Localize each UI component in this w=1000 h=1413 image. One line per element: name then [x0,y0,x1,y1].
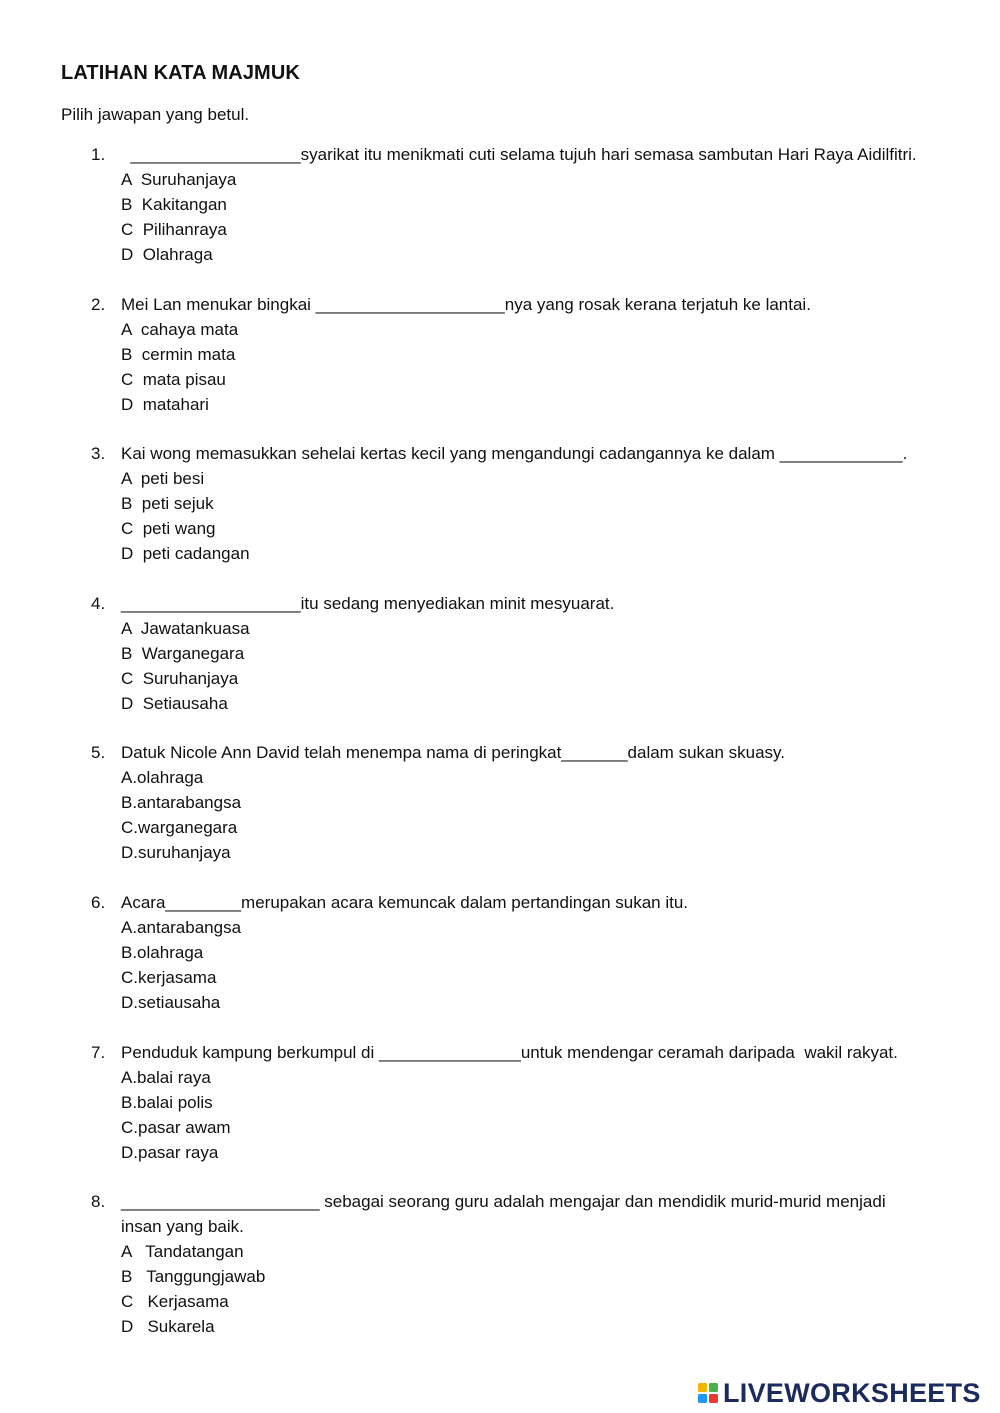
option-b[interactable]: B.olahraga [121,943,204,962]
option-c[interactable]: C.kerjasama [121,968,217,987]
question-1 [91,142,921,267]
option-d[interactable]: D Sukarela [121,1317,215,1336]
question-number: 5. [91,743,106,762]
option-c[interactable]: C Pilihanraya [121,220,227,239]
option-list [121,466,921,566]
option-list [121,765,921,865]
question-text: _____________________ sebagai seorang guru adalah mengajar dan mendidik murid-murid menjadi [121,1192,886,1211]
question-3 [91,441,921,566]
option-a[interactable]: A Tandatangan [121,1242,244,1261]
option-a[interactable]: A peti besi [121,469,205,488]
question-number: 7. [91,1043,106,1062]
option-a[interactable]: A cahaya mata [121,320,239,339]
question-4 [91,591,921,716]
question-number: 3. [91,444,106,463]
option-a[interactable]: A Jawatankuasa [121,619,250,638]
option-d[interactable]: D Olahraga [121,245,213,264]
question-number: 2. [91,295,106,314]
question-number: 1. [91,145,106,164]
option-b[interactable]: B cermin mata [121,345,236,364]
question-text-continued: insan yang baik. [121,1217,244,1236]
option-a[interactable]: A Suruhanjaya [121,170,237,189]
brand-name: LIVEWORKSHEETS [723,1378,981,1408]
option-list [121,317,921,417]
liveworksheets-brand [697,1378,981,1408]
question-number: 6. [91,893,106,912]
option-a[interactable]: A.olahraga [121,768,204,787]
question-5 [91,740,921,865]
option-c[interactable]: C mata pisau [121,370,226,389]
option-a[interactable]: A.antarabangsa [121,918,242,937]
option-b[interactable]: B peti sejuk [121,494,214,513]
liveworksheets-logo-icon [697,1382,719,1404]
option-c[interactable]: C.warganegara [121,818,238,837]
option-a[interactable]: A.balai raya [121,1068,211,1087]
question-2 [91,292,921,417]
option-b[interactable]: B Kakitangan [121,195,227,214]
question-text: ___________________itu sedang menyediakan minit mesyuarat. [121,594,615,613]
question-8 [91,1189,921,1339]
option-b[interactable]: B Tanggungjawab [121,1267,266,1286]
option-c[interactable]: C peti wang [121,519,216,538]
question-6 [91,890,921,1015]
question-text: __________________syarikat itu menikmati cuti selama tujuh hari semasa sambutan Hari Raya Aidilfitri. [121,145,917,164]
question-text: Mei Lan menukar bingkai ____________________nya yang rosak kerana terjatuh ke lantai. [121,295,811,314]
instruction-text: Pilih jawapan yang betul. [61,105,250,124]
option-b[interactable]: B.antarabangsa [121,793,242,812]
option-d[interactable]: D.suruhanjaya [121,843,231,862]
option-b[interactable]: B Warganegara [121,644,245,663]
question-text: Datuk Nicole Ann David telah menempa nama di peringkat_______dalam sukan skuasy. [121,743,786,762]
option-d[interactable]: D.pasar raya [121,1143,219,1162]
question-7 [91,1040,921,1165]
option-d[interactable]: D matahari [121,395,209,414]
page-title: LATIHAN KATA MAJMUK [61,62,300,84]
option-d[interactable]: D.setiausaha [121,993,221,1012]
option-list [121,167,921,267]
option-b[interactable]: B.balai polis [121,1093,213,1112]
question-text: Kai wong memasukkan sehelai kertas kecil yang mengandungi cadangannya ke dalam _____________. [121,444,908,463]
option-c[interactable]: C Kerjasama [121,1292,229,1311]
question-text: Penduduk kampung berkumpul di _______________untuk mendengar ceramah daripada wakil rakyat. [121,1043,898,1062]
option-c[interactable]: C Suruhanjaya [121,669,239,688]
option-d[interactable]: D peti cadangan [121,544,250,563]
option-d[interactable]: D Setiausaha [121,694,228,713]
option-list [121,1239,921,1339]
option-list [121,1065,921,1165]
option-c[interactable]: C.pasar awam [121,1118,231,1137]
option-list [121,616,921,716]
question-text: Acara________merupakan acara kemuncak dalam pertandingan sukan itu. [121,893,689,912]
option-list [121,915,921,1015]
question-number: 4. [91,594,106,613]
question-number: 8. [91,1192,106,1211]
